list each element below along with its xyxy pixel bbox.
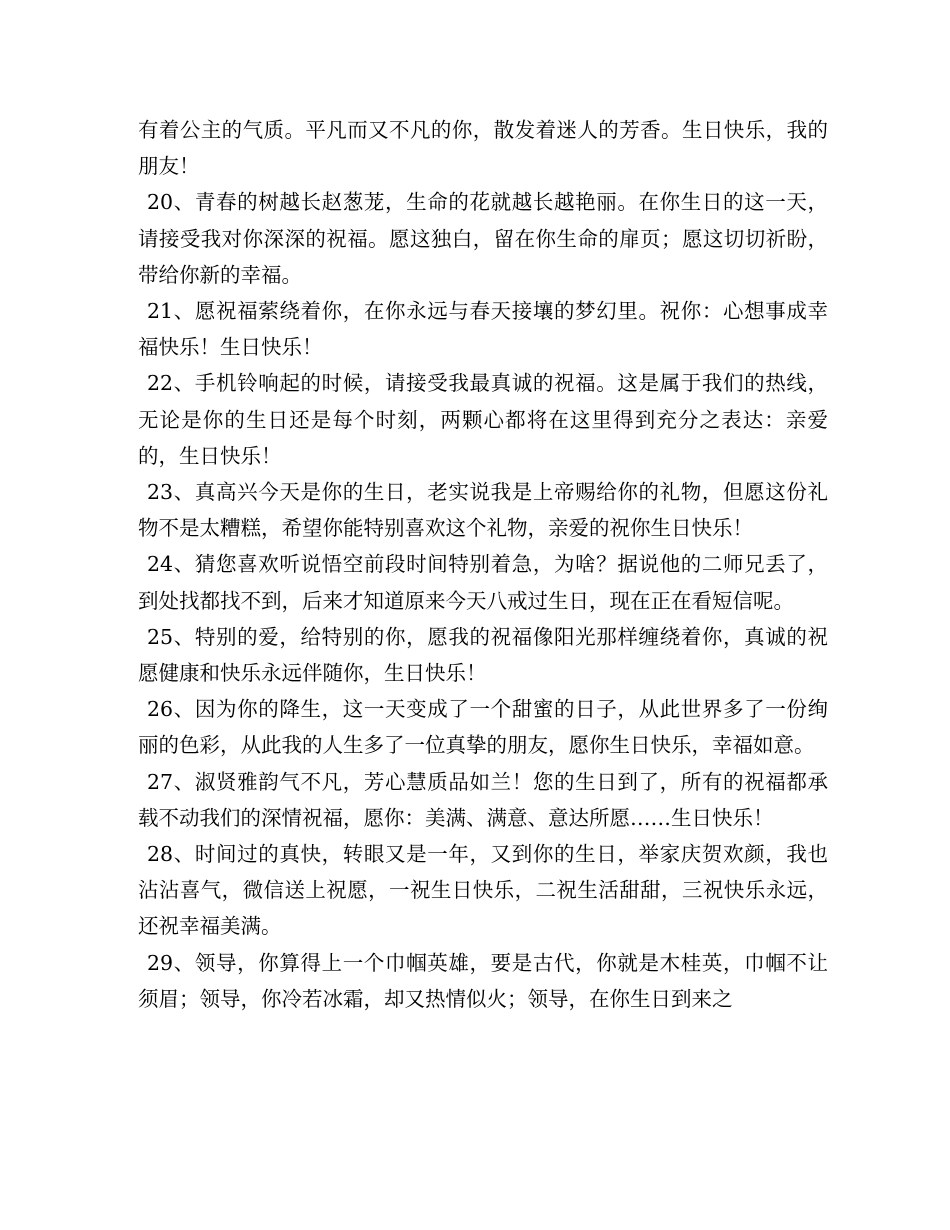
paragraph-item-23: 23、真高兴今天是你的生日，老实说我是上帝赐给你的礼物，但愿这份礼物不是太糟糕，希望你能特别喜欢这个礼物，亲爱的祝你生日快乐！ [138,480,828,541]
paragraph-item-20: 20、青春的树越长赵葱茏，生命的花就越长越艳丽。在你生日的这一天，请接受我对你深深的祝福。愿这独白，留在你生命的扉页；愿这切切祈盼，带给你新的幸福。 [138,190,828,287]
paragraph-item-28: 28、时间过的真快，转眼又是一年，又到你的生日，举家庆贺欢颜，我也沾沾喜气，微信送上祝愿，一祝生日快乐，二祝生活甜甜，三祝快乐永远，还祝幸福美满。 [138,842,828,939]
paragraph-item-22: 22、手机铃响起的时候，请接受我最真诚的祝福。这是属于我们的热线，无论是你的生日还是每个时刻，两颗心都将在这里得到充分之表达：亲爱的，生日快乐！ [138,371,828,468]
document-body [138,112,828,1017]
paragraph-item-25: 25、特别的爱，给特别的你，愿我的祝福像阳光那样缠绕着你，真诚的祝愿健康和快乐永远伴随你，生日快乐！ [138,624,828,686]
paragraph-item-29: 29、领导，你算得上一个巾帼英雄，要是古代，你就是木桂英，巾帼不让须眉；领导，你冷若冰霜，却又热情似火；领导，在你生日到来之 [138,950,828,1011]
paragraph-continued: 有着公主的气质。平凡而又不凡的你，散发着迷人的芳香。生日快乐，我的朋友！ [138,118,828,179]
paragraph-item-24: 24、猜您喜欢听说悟空前段时间特别着急，为啥？据说他的二师兄丢了，到处找都找不到，后来才知道原来今天八戒过生日，现在正在看短信呢。 [138,552,828,613]
paragraph-item-27: 27、淑贤雅韵气不凡，芳心慧质品如兰！您的生日到了，所有的祝福都承载不动我们的深情祝福，愿你：美满、满意、意达所愿……生日快乐！ [138,769,828,830]
paragraph-item-26: 26、因为你的降生，这一天变成了一个甜蜜的日子，从此世界多了一份绚丽的色彩，从此我的人生多了一位真挚的朋友，愿你生日快乐，幸福如意。 [138,697,828,758]
paragraph-item-21: 21、愿祝福萦绕着你，在你永远与春天接壤的梦幻里。祝你：心想事成幸福快乐！生日快乐！ [138,299,828,360]
